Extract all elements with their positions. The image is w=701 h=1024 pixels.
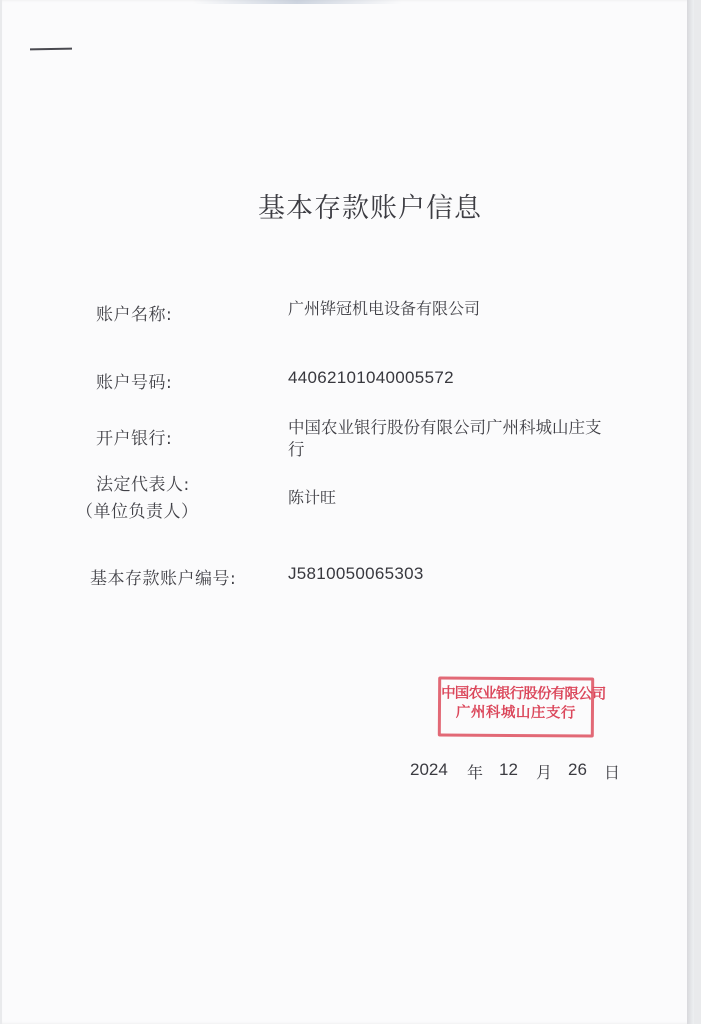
page-title: 基本存款账户信息 — [258, 193, 482, 224]
date-year-unit: 年 — [467, 763, 484, 782]
legal-rep-value: 陈计旺 — [288, 488, 337, 507]
date-month: 12 — [499, 760, 518, 779]
date-month-unit: 月 — [536, 763, 553, 782]
stamp-line1: 中国农业银行股份有限公司 — [441, 685, 606, 703]
bank-label: 开户银行: — [96, 429, 173, 449]
bank-stamp — [438, 676, 606, 737]
account-number-value: 44062101040005572 — [288, 368, 454, 387]
account-name-value: 广州铧冠机电设备有限公司 — [288, 299, 481, 318]
legal-rep-label: 法定代表人: — [96, 475, 190, 495]
bank-value-line2: 行 — [288, 440, 305, 459]
corner-mark — [30, 48, 72, 51]
basic-account-no-value: J5810050065303 — [288, 564, 424, 583]
bank-value-line1: 中国农业银行股份有限公司广州科城山庄支 — [288, 418, 602, 437]
date-day-unit: 日 — [604, 763, 621, 782]
stamp-line2: 广州科城山庄支行 — [455, 704, 577, 722]
legal-rep-sublabel: （单位负责人） — [76, 502, 199, 522]
scan-artifact — [192, 0, 402, 4]
document-page — [2, 0, 694, 1024]
basic-account-no-label: 基本存款账户编号: — [90, 569, 237, 589]
date-year: 2024 — [410, 760, 448, 779]
page-edge-shadow — [687, 0, 694, 1024]
account-number-label: 账户号码: — [96, 373, 173, 393]
account-name-label: 账户名称: — [96, 305, 173, 325]
date-day: 26 — [568, 760, 587, 779]
